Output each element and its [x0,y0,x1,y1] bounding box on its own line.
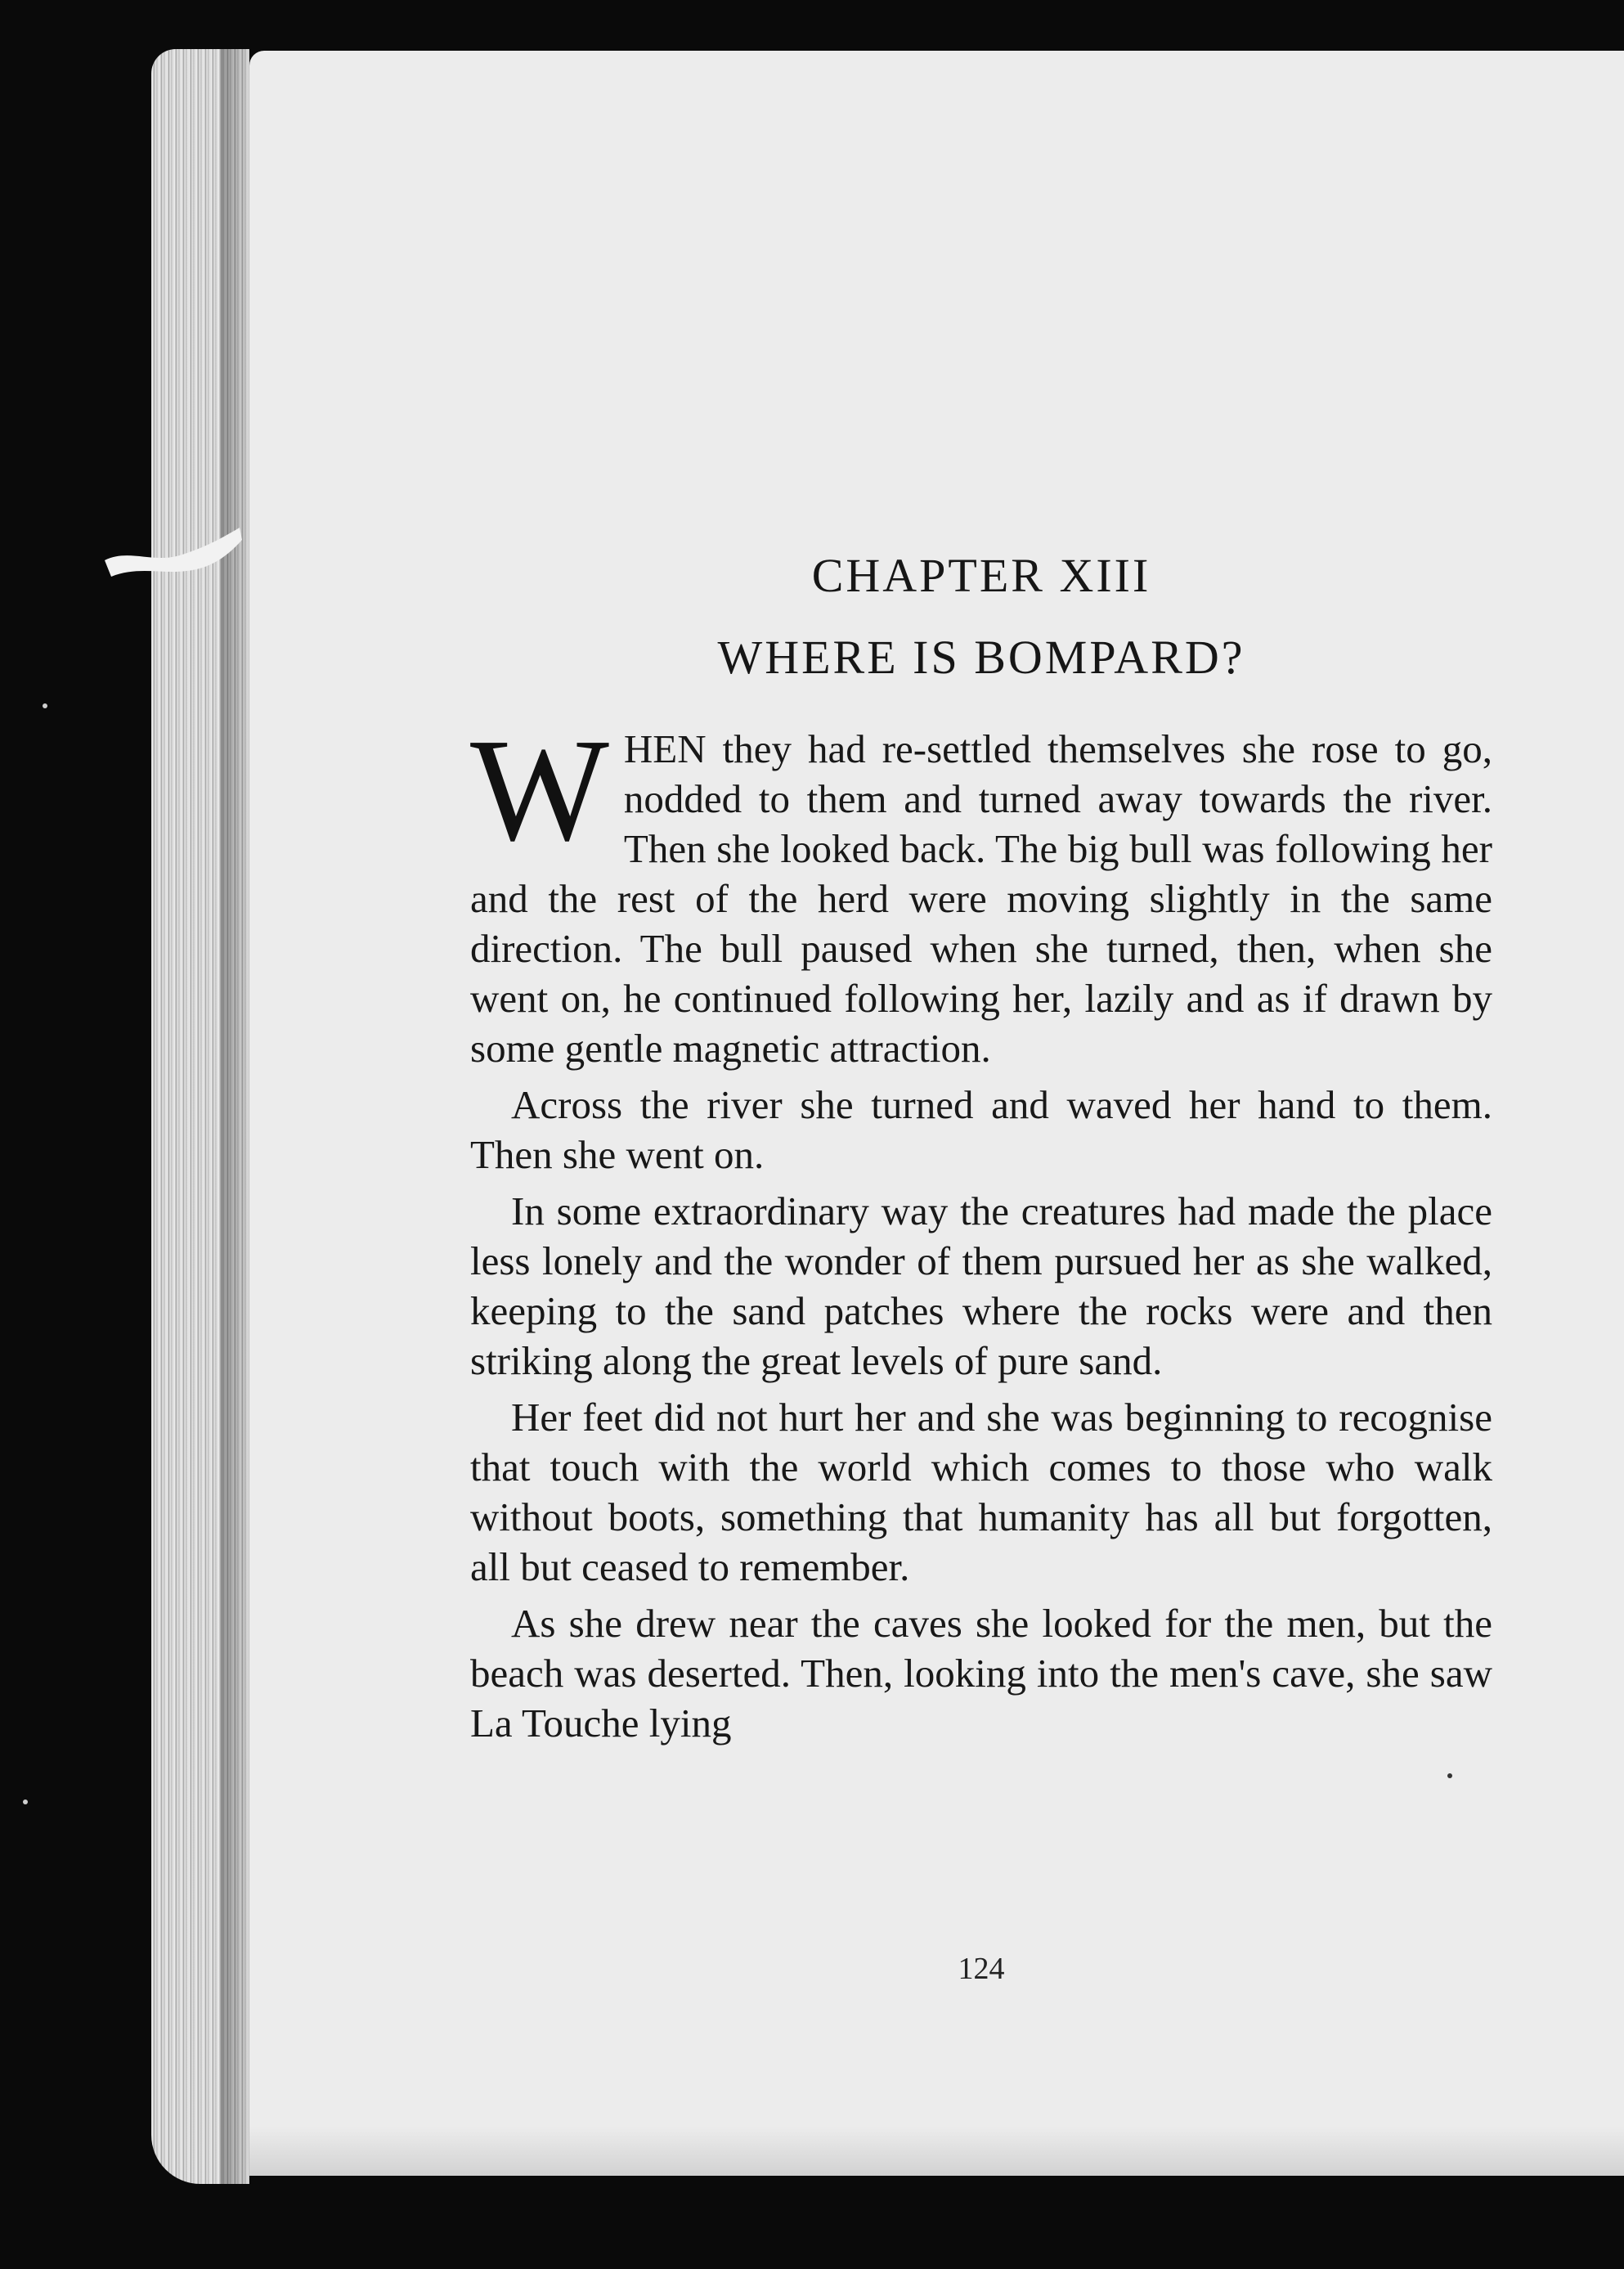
paragraph-1 [470,708,1492,1073]
page-bottom-edge [249,2127,1624,2176]
gutter-shadow [221,49,253,2184]
drop-cap: W [470,708,609,871]
paragraph-3: In some extraordinary way the creatures had made the place less lonely and the wonder of them pursued her as she walked, keeping to the sand patches where the rocks were and then striking along the great levels of pure sand. [470,1188,1492,1383]
paragraph-5: As she drew near the caves she looked for the men, but the beach was deserted. Then, looking into the men's cave, she saw La Touche lying [470,1601,1492,1746]
page-number: 124 [958,1952,1005,1986]
paragraph-4: Her feet did not hurt her and she was beginning to recognise that touch with the world which comes to those who walk without boots, something that humanity has all but forgotten, all but ceased to remember. [470,1395,1492,1589]
chapter-title: WHERE IS BOMPARD? [717,631,1245,684]
scan-speck [43,703,47,708]
scan-speck [23,1799,28,1804]
bookmark-ribbon-icon [105,523,244,581]
paragraph-1-text: HEN they had re-settled themselves she rose to go, nodded to them and turned away towards the river. Then she looked back. The big bull was following her and the rest of the herd were moving slightly in the same direction. The bull paused when she turned, then, when she went on, he continued following her, lazily and as if drawn by some gentle magnetic attraction. [470,726,1492,1071]
chapter-body [470,708,1492,1755]
chapter-number: CHAPTER XIII [811,549,1151,602]
paragraph-2: Across the river she turned and waved her hand to them. Then she went on. [470,1082,1492,1177]
scan-speck [1447,1773,1452,1778]
